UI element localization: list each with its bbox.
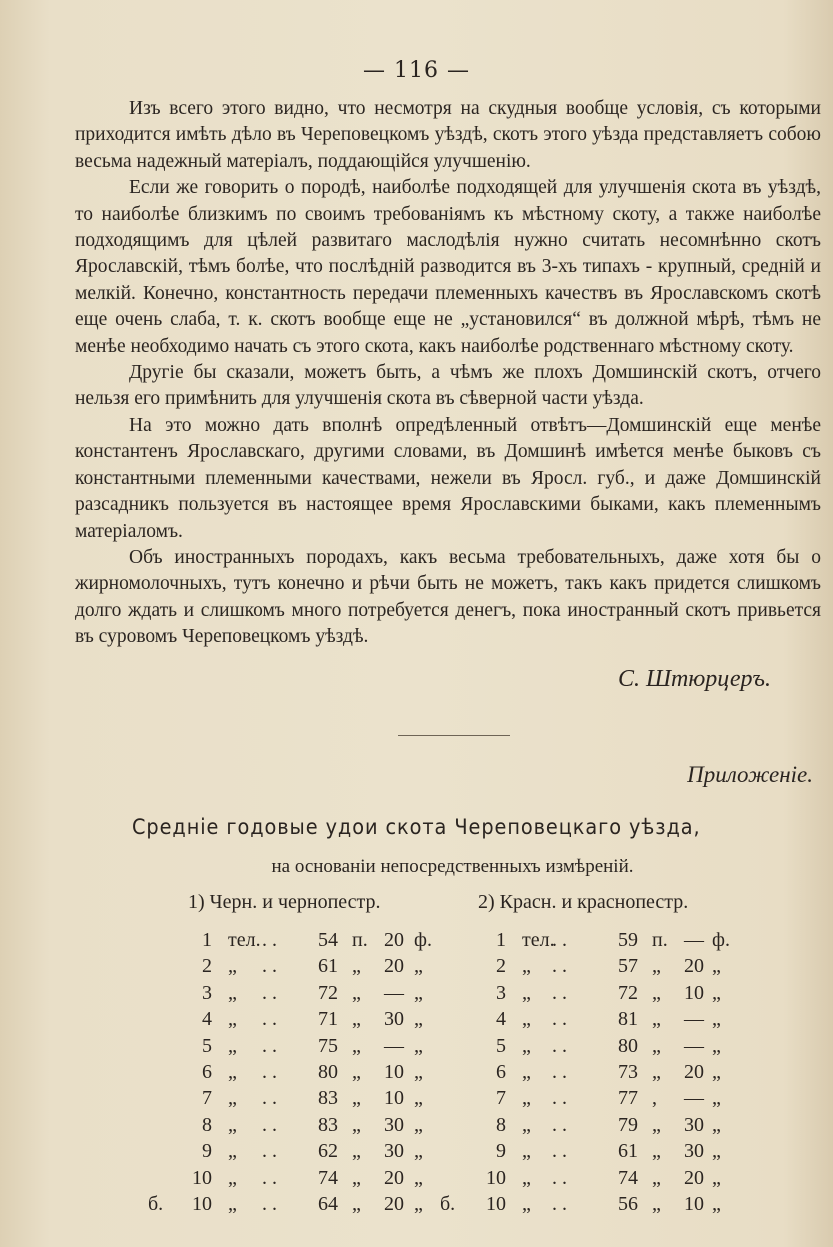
cell-funt: 20 xyxy=(384,1193,404,1215)
cell-pud: 83 xyxy=(318,1087,338,1110)
cell-funt: 20 xyxy=(684,955,704,978)
cell-n: 10 xyxy=(192,1193,212,1215)
cell-pu: „ xyxy=(352,1140,361,1163)
cell-funt: 20 xyxy=(684,1061,704,1083)
cell-funt: 30 xyxy=(384,1140,404,1163)
cell-funt: — xyxy=(384,1034,404,1057)
cell-fu: „ xyxy=(712,1140,721,1163)
cell-dots: . . xyxy=(552,1087,567,1110)
cell-pud: 54 xyxy=(318,929,338,951)
cell-pu: „ xyxy=(652,1034,661,1057)
cell-unit: „ xyxy=(522,981,531,1004)
cell-fu: „ xyxy=(414,955,423,978)
cell-pu: п. xyxy=(352,929,368,951)
cell-funt: 10 xyxy=(684,981,704,1004)
cell-pu: „ xyxy=(652,1166,661,1189)
cell-pud: 74 xyxy=(618,1166,638,1189)
cell-funt: 10 xyxy=(384,1061,404,1083)
cell-funt: 30 xyxy=(684,1113,704,1136)
cell-funt: — xyxy=(684,1087,704,1110)
cell-dots: . . xyxy=(552,1193,567,1215)
cell-pud: 61 xyxy=(618,1140,638,1163)
cell-fu: „ xyxy=(712,1008,721,1031)
cell-funt: — xyxy=(684,929,704,951)
cell-pud: 61 xyxy=(318,955,338,978)
cell-fu: „ xyxy=(712,1087,721,1110)
cell-unit: „ xyxy=(522,1008,531,1031)
cell-pu: „ xyxy=(352,1008,361,1031)
cell-unit: „ xyxy=(228,1087,237,1110)
cell-pud: 72 xyxy=(318,981,338,1004)
cell-pud: 64 xyxy=(318,1193,338,1215)
cell-pu: „ xyxy=(652,1140,661,1163)
cell-funt: 20 xyxy=(384,1166,404,1189)
cell-n: 5 xyxy=(202,1034,212,1057)
cell-n: 10 xyxy=(486,1166,506,1189)
cell-pu: „ xyxy=(352,1034,361,1057)
cell-unit: „ xyxy=(228,1140,237,1163)
cell-n: 7 xyxy=(496,1087,506,1110)
right-column-header: 2) Красн. и краснопестр. xyxy=(478,891,689,913)
cell-pud: 83 xyxy=(318,1113,338,1136)
cell-fu: „ xyxy=(712,1193,721,1215)
cell-n: 10 xyxy=(192,1166,212,1189)
cell-dots: . . xyxy=(262,955,277,978)
cell-pu: „ xyxy=(352,1193,361,1215)
body-text xyxy=(75,96,821,651)
cell-pud: 59 xyxy=(618,929,638,951)
cell-pud: 75 xyxy=(318,1034,338,1057)
cell-prefix: б. xyxy=(148,1193,164,1215)
cell-unit: „ xyxy=(228,1061,237,1083)
cell-n: 8 xyxy=(496,1113,506,1136)
cell-fu: „ xyxy=(712,1061,721,1083)
cell-unit: „ xyxy=(522,1140,531,1163)
cell-funt: 30 xyxy=(684,1140,704,1163)
cell-n: 4 xyxy=(496,1008,506,1031)
cell-dots: . . xyxy=(262,981,277,1004)
cell-dots: . . xyxy=(262,1113,277,1136)
cell-pu: п. xyxy=(652,929,668,951)
cell-unit: „ xyxy=(522,1166,531,1189)
cell-pu: „ xyxy=(352,1061,361,1083)
cell-unit: „ xyxy=(228,1193,237,1215)
cell-pud: 73 xyxy=(618,1061,638,1083)
cell-unit: „ xyxy=(522,1113,531,1136)
author-signature: С. Штюрцеръ. xyxy=(618,666,771,692)
paragraph: Если же говорить о породѣ, наиболѣе подходящей для улучшенія скота въ уѣздѣ, то наиболѣе близкимъ по своимъ требованіямъ къ мѣстному скоту, а также наиболѣе подходящимъ для цѣлей развитаго маслодѣлія нужно считать несомнѣнно скотъ Ярославскій, тѣмъ болѣе, что послѣдній разводится въ 3-хъ типахъ - крупный, средній и мелкій. Конечно, константность передачи племенныхъ качествъ въ Ярославскомъ скотѣ еще очень слаба, т. к. скотъ вообще еще не „установился“ въ должной мѣрѣ, тѣмъ не менѣе необходимо начать съ этого скота, какъ наиболѣе родственнаго мѣстному скоту. xyxy=(75,177,821,357)
paragraph: Объ иностранныхъ породахъ, какъ весьма требовательныхъ, даже хотя бы о жирномолочныхъ, тутъ конечно и рѣчи быть не можетъ, такъ какъ придется слишкомъ долго ждать и слишкомъ много потребуется денегъ, пока иностранный скотъ привьется въ суровомъ Череповецкомъ уѣздѣ. xyxy=(75,546,821,648)
cell-funt: 10 xyxy=(684,1193,704,1215)
cell-dots: . . xyxy=(552,1113,567,1136)
cell-pu: „ xyxy=(352,1087,361,1110)
cell-fu: „ xyxy=(414,1113,423,1136)
cell-prefix: б. xyxy=(440,1193,456,1215)
cell-funt: — xyxy=(684,1008,704,1031)
cell-pud: 62 xyxy=(318,1140,338,1163)
cell-pud: 81 xyxy=(618,1008,638,1031)
cell-fu: „ xyxy=(414,1008,423,1031)
cell-pu: „ xyxy=(352,1166,361,1189)
cell-pud: 57 xyxy=(618,955,638,978)
cell-n: 2 xyxy=(496,955,506,978)
cell-unit: тел. xyxy=(522,929,555,951)
paragraph: Изъ всего этого видно, что несмотря на скудныя вообще условія, съ которыми приходится имѣть дѣло въ Череповецкомъ уѣздѣ, скотъ этого уѣзда представляетъ собою весьма надежный матеріалъ, поддающійся улучшенію. xyxy=(75,98,821,172)
cell-pud: 74 xyxy=(318,1166,338,1189)
cell-fu: „ xyxy=(414,981,423,1004)
cell-funt: — xyxy=(684,1034,704,1057)
cell-fu: „ xyxy=(712,981,721,1004)
cell-n: 1 xyxy=(202,929,212,951)
cell-fu: „ xyxy=(414,1140,423,1163)
cell-pu: „ xyxy=(652,1061,661,1083)
cell-pu: „ xyxy=(652,1008,661,1031)
cell-funt: 30 xyxy=(384,1008,404,1031)
cell-pud: 72 xyxy=(618,981,638,1004)
cell-unit: „ xyxy=(522,1087,531,1110)
cell-pu: „ xyxy=(652,1113,661,1136)
cell-dots: . . xyxy=(262,1061,277,1083)
cell-funt: 30 xyxy=(384,1113,404,1136)
cell-pu: „ xyxy=(652,981,661,1004)
cell-dots: . . xyxy=(552,955,567,978)
cell-dots: . . xyxy=(552,1140,567,1163)
cell-fu: „ xyxy=(414,1166,423,1189)
cell-unit: „ xyxy=(228,981,237,1004)
cell-fu: „ xyxy=(712,1113,721,1136)
cell-pu: „ xyxy=(652,1193,661,1215)
cell-n: 10 xyxy=(486,1193,506,1215)
cell-funt: 20 xyxy=(684,1166,704,1189)
cell-pu: , xyxy=(652,1087,657,1110)
cell-n: 5 xyxy=(496,1034,506,1057)
cell-pu: „ xyxy=(352,981,361,1004)
cell-pud: 71 xyxy=(318,1008,338,1031)
cell-dots: . . xyxy=(262,1008,277,1031)
cell-fu: ф. xyxy=(712,929,730,951)
cell-fu: „ xyxy=(712,1166,721,1189)
cell-pu: „ xyxy=(352,1113,361,1136)
cell-pud: 77 xyxy=(618,1087,638,1110)
cell-dots: . . xyxy=(552,1061,567,1083)
cell-n: 8 xyxy=(202,1113,212,1136)
cell-fu: „ xyxy=(712,1034,721,1057)
appendix-label: Приложеніе. xyxy=(687,762,813,787)
cell-fu: „ xyxy=(414,1193,423,1215)
cell-unit: „ xyxy=(228,1034,237,1057)
cell-dots: . . xyxy=(552,981,567,1004)
cell-n: 6 xyxy=(202,1061,212,1083)
cell-unit: „ xyxy=(228,1008,237,1031)
cell-unit: „ xyxy=(522,1061,531,1083)
cell-pu: „ xyxy=(352,955,361,978)
cell-dots: . . xyxy=(552,1034,567,1057)
cell-funt: 10 xyxy=(384,1087,404,1110)
paragraph: На это можно дать вполнѣ опредѣленный отвѣтъ—Домшинскій еще менѣе константенъ Ярославскаго, другими словами, въ Домшинѣ имѣется менѣе быковъ съ константными племенными качествами, нежели въ Яросл. губ., и даже Домшинскій разсадникъ пользуется въ настоящее время Ярославскими быками, какъ племеннымъ матеріаломъ. xyxy=(75,414,821,542)
cell-n: 4 xyxy=(202,1008,212,1031)
cell-n: 3 xyxy=(496,981,506,1004)
cell-dots: . . xyxy=(552,1008,567,1031)
cell-pud: 79 xyxy=(618,1113,638,1136)
cell-n: 6 xyxy=(496,1061,506,1083)
cell-n: 3 xyxy=(202,981,212,1004)
table-title: Среднiе годовые удои скота Череповецкаго уѣзда, xyxy=(132,815,701,839)
cell-unit: „ xyxy=(228,1166,237,1189)
left-column-header: 1) Черн. и чернопестр. xyxy=(188,891,381,913)
cell-dots: . . xyxy=(552,929,567,951)
section-divider xyxy=(398,735,510,736)
cell-dots: . . xyxy=(262,929,277,951)
cell-n: 9 xyxy=(496,1140,506,1163)
cell-n: 1 xyxy=(496,929,506,951)
cell-unit: „ xyxy=(522,1034,531,1057)
cell-n: 2 xyxy=(202,955,212,978)
paragraph: Другіе бы сказали, можетъ быть, а чѣмъ же плохъ Домшинскій скотъ, отчего нельзя его примѣнить для улучшенія скота въ сѣверной части уѣзда. xyxy=(75,362,821,410)
cell-unit: „ xyxy=(522,955,531,978)
cell-fu: „ xyxy=(712,955,721,978)
cell-dots: . . xyxy=(262,1140,277,1163)
cell-fu: „ xyxy=(414,1087,423,1110)
page-number: — 116 — xyxy=(363,58,470,83)
cell-pu: „ xyxy=(652,955,661,978)
cell-unit: „ xyxy=(228,1113,237,1136)
cell-dots: . . xyxy=(262,1193,277,1215)
cell-funt: 20 xyxy=(384,955,404,978)
cell-fu: „ xyxy=(414,1034,423,1057)
cell-unit: тел. xyxy=(228,929,261,951)
cell-dots: . . xyxy=(262,1034,277,1057)
cell-unit: „ xyxy=(228,955,237,978)
cell-pud: 80 xyxy=(618,1034,638,1057)
cell-dots: . . xyxy=(262,1087,277,1110)
cell-unit: „ xyxy=(522,1193,531,1215)
cell-n: 9 xyxy=(202,1140,212,1163)
cell-fu: „ xyxy=(414,1061,423,1083)
cell-funt: — xyxy=(384,981,404,1004)
cell-n: 7 xyxy=(202,1087,212,1110)
cell-dots: . . xyxy=(262,1166,277,1189)
cell-fu: ф. xyxy=(414,929,432,951)
cell-funt: 20 xyxy=(384,929,404,951)
table-subtitle: на основаніи непосредственныхъ измѣреній. xyxy=(271,856,634,877)
cell-pud: 56 xyxy=(618,1193,638,1215)
cell-dots: . . xyxy=(552,1166,567,1189)
cell-pud: 80 xyxy=(318,1061,338,1083)
